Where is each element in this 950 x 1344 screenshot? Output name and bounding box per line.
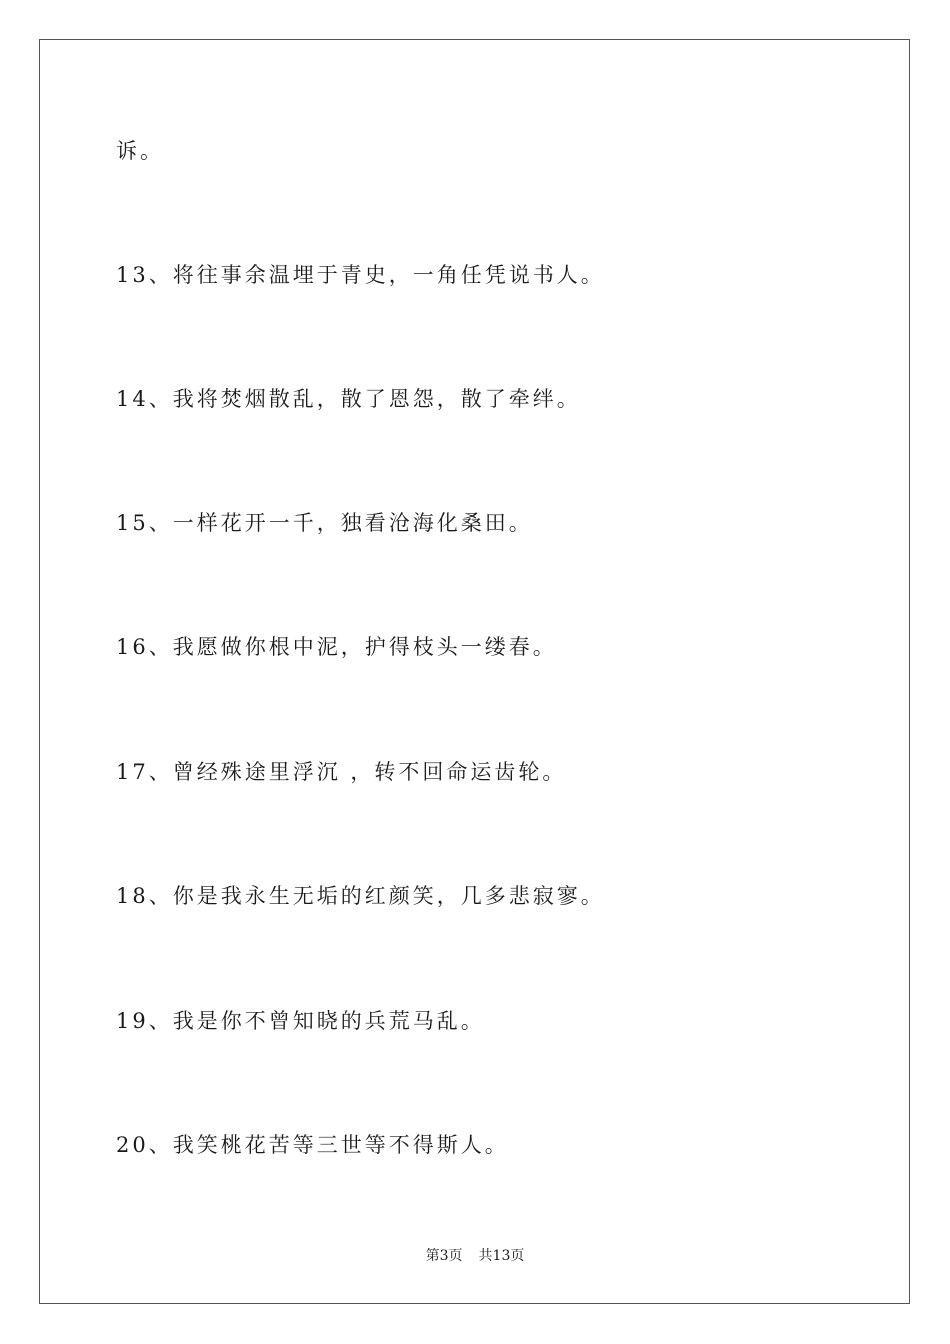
page-frame <box>39 39 910 1304</box>
text-line-17: 17、曾经殊途里浮沉 ，转不回命运齿轮。 <box>116 760 567 784</box>
text-line-16: 16、我愿做你根中泥，护得枝头一缕春。 <box>116 635 557 659</box>
text-line-20: 20、我笑桃花苦等三世等不得斯人。 <box>116 1133 509 1157</box>
page-footer <box>0 1249 950 1263</box>
text-line-continuation: 诉。 <box>116 139 164 163</box>
text-line-18: 18、你是我永生无垢的红颜笑，几多悲寂寥。 <box>116 884 605 908</box>
page-number: 第3页 <box>425 1248 463 1264</box>
total-pages: 共13页 <box>478 1248 525 1264</box>
text-line-14: 14、我将焚烟散乱，散了恩怨，散了牵绊。 <box>116 387 581 411</box>
text-line-19: 19、我是你不曾知晓的兵荒马乱。 <box>116 1009 485 1033</box>
text-line-15: 15、一样花开一千，独看沧海化桑田。 <box>116 511 533 535</box>
text-line-13: 13、将往事余温埋于青史，一角任凭说书人。 <box>116 263 605 287</box>
